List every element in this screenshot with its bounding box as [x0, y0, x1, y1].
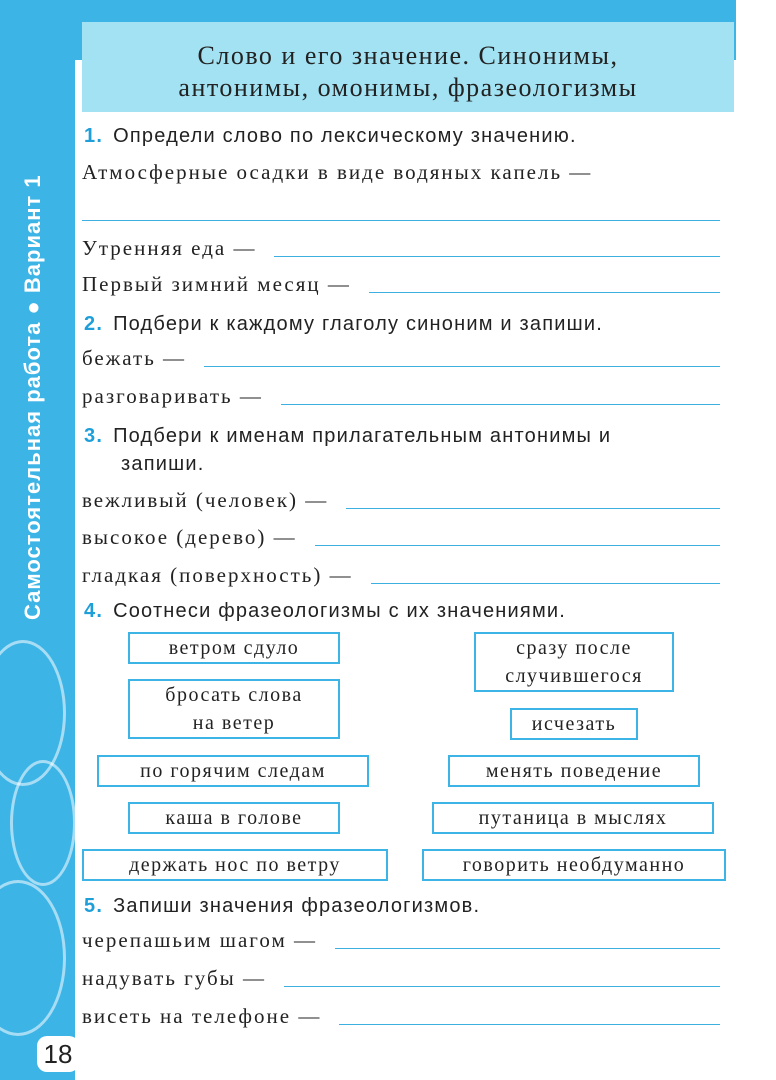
- answer-line[interactable]: [284, 985, 720, 987]
- phraseologism-card[interactable]: по горячим следам: [97, 755, 369, 787]
- answer-line[interactable]: [281, 403, 720, 405]
- prompt: Атмосферные осадки в виде водяных капель —: [82, 160, 593, 184]
- task-2-heading: [84, 313, 603, 336]
- answer-row: [82, 384, 720, 409]
- answer-line[interactable]: [346, 507, 720, 509]
- title-line-2: антонимы, омонимы, фразеологизмы: [178, 73, 638, 102]
- answer-row: [82, 346, 720, 371]
- task-number: 4.: [84, 600, 104, 622]
- task-text: Соотнеси фразеологизмы с их значениями.: [113, 600, 567, 622]
- task-3-heading-cont: запиши.: [121, 453, 205, 475]
- answer-row: [82, 272, 720, 297]
- task-number: 5.: [84, 895, 104, 917]
- answer-line[interactable]: [274, 255, 720, 257]
- prompt: гладкая (поверхность) —: [82, 563, 353, 587]
- page-number: 18: [37, 1036, 79, 1072]
- title-line-1: Слово и его значение. Синонимы,: [197, 41, 619, 70]
- task-3-heading: [84, 425, 611, 448]
- card-line: на ветер: [192, 712, 276, 734]
- prompt: разговаривать —: [82, 384, 263, 408]
- prompt: высокое (дерево) —: [82, 525, 297, 549]
- answer-line[interactable]: [204, 365, 720, 367]
- answer-line[interactable]: [371, 582, 720, 584]
- answer-row: [82, 966, 720, 991]
- meaning-card[interactable]: исчезать: [510, 708, 638, 740]
- answer-line[interactable]: [339, 1023, 720, 1025]
- phraseologism-card[interactable]: каша в голове: [128, 802, 340, 834]
- phraseologism-card[interactable]: [128, 679, 340, 739]
- answer-line[interactable]: [82, 220, 720, 221]
- answer-row: [82, 563, 720, 588]
- task-text: Подбери к каждому глаголу синоним и запиши.: [113, 313, 604, 335]
- meaning-card[interactable]: менять поведение: [448, 755, 700, 787]
- meaning-card[interactable]: [474, 632, 674, 692]
- task-number: 3.: [84, 425, 104, 447]
- prompt: черепашьим шагом —: [82, 928, 318, 952]
- answer-row: [82, 525, 720, 550]
- answer-row: [82, 236, 720, 261]
- answer-row: [82, 488, 720, 513]
- sidebar: [0, 0, 75, 1080]
- answer-line[interactable]: [315, 544, 720, 546]
- answer-line[interactable]: [369, 291, 720, 293]
- prompt: Первый зимний месяц —: [82, 272, 351, 296]
- prompt: вежливый (человек) —: [82, 488, 329, 512]
- answer-row: [82, 1004, 720, 1029]
- task-text: Определи слово по лексическому значению.: [113, 125, 577, 147]
- task-1-heading: [84, 125, 577, 148]
- prompt: бежать —: [82, 346, 187, 370]
- task-number: 1.: [84, 125, 104, 147]
- task-5-heading: [84, 895, 480, 918]
- card-line: случившегося: [505, 665, 643, 687]
- meaning-card[interactable]: путаница в мыслях: [432, 802, 714, 834]
- title-box: [82, 22, 734, 112]
- sidebar-label: Самостоятельная работа ● Вариант 1: [20, 174, 45, 620]
- answer-line[interactable]: [335, 947, 720, 949]
- answer-row: [82, 928, 720, 953]
- phraseologism-card[interactable]: держать нос по ветру: [82, 849, 388, 881]
- task-text: Запиши значения фразеологизмов.: [113, 895, 481, 917]
- answer-row: [82, 160, 720, 185]
- prompt: Утренняя еда —: [82, 236, 257, 260]
- card-line: бросать слова: [165, 684, 303, 706]
- task-number: 2.: [84, 313, 104, 335]
- card-line: сразу после: [516, 637, 632, 659]
- phraseologism-card[interactable]: ветром сдуло: [128, 632, 340, 664]
- task-text: Подбери к именам прилагательным антонимы и: [113, 425, 612, 447]
- prompt: надувать губы —: [82, 966, 267, 990]
- prompt: висеть на телефоне —: [82, 1004, 322, 1028]
- task-4-heading: [84, 600, 566, 623]
- meaning-card[interactable]: говорить необдуманно: [422, 849, 726, 881]
